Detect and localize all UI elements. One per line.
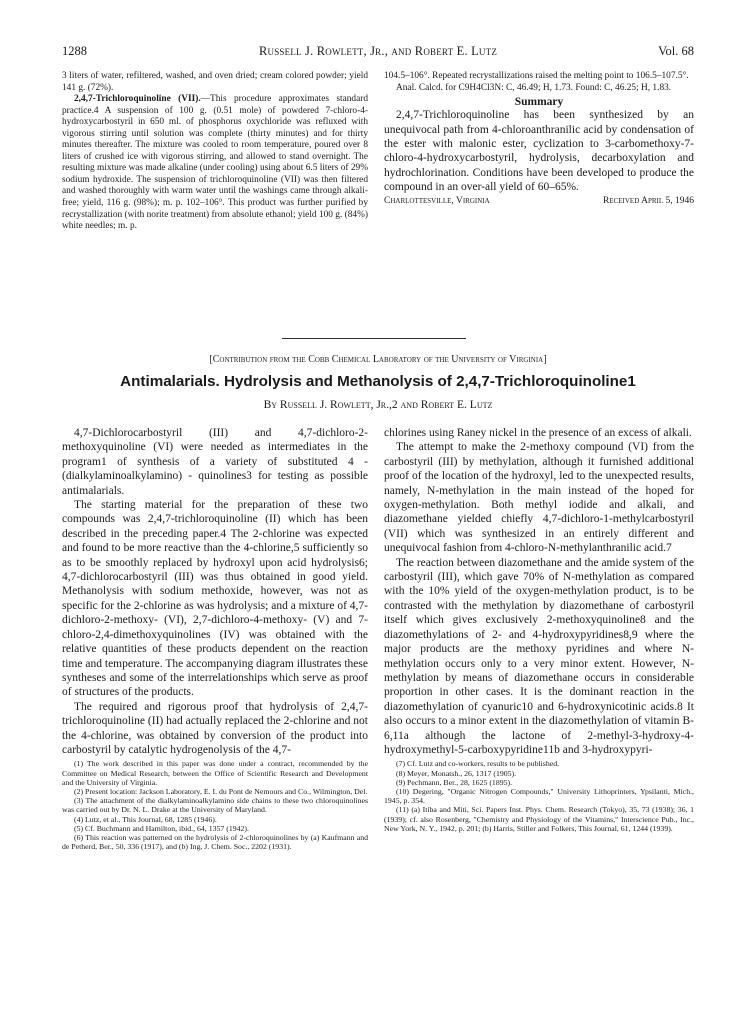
prev-paragraph-2-heading: 2,4,7-Trichloroquinoline (VII). <box>74 94 201 105</box>
article-right-column <box>384 426 694 833</box>
running-header <box>62 44 694 60</box>
footnote: (2) Present location: Jackson Laboratory, E. I. du Pont de Nemours and Co., Wilmington, Del. <box>74 786 368 796</box>
article-divider <box>282 338 466 339</box>
prev-article-left-column <box>62 71 368 233</box>
body-paragraph: The starting material for the preparation of these two compounds was 2,4,7-trichloroquinoline (II) which has been described in the preceding paper.4 The 2-chlorine was expected and found to be more reactive than the 4-chlorine,5 sufficiently so as to be smoothly replaced by hydroxyl upon acid hydrolysis6; 4,7-dichlorocarbostyril (III) was thus obtained in good yield. Methanolysis with sodium methoxide, however, was not as specific for the 2-chlorine as was hydrolysis; and a mixture of 4,7-dichloro-2-methoxy- (VI), 2,7-dichloro-4-methoxy- (V) and 7-chloro-2,4-dimethoxyquinolines (IV) was obtained with the relative quantities of these products dependent on the reaction time and temperature. The accompanying diagram illustrates these syntheses and some of the interrelationships which serve as proof of structures of the products. <box>62 499 368 699</box>
footnote: (1) The work described in this paper was done under a contract, recommended by the Committee on Medical Research, between the Office of Scientific Research and Development and the University of Virginia. <box>62 759 368 787</box>
dateline-place: Charlottesville, Virginia <box>384 195 490 206</box>
footnotes-left <box>62 759 368 851</box>
body-paragraph: The required and rigorous proof that hydrolysis of 2,4,7-trichloroquinoline (II) had actually replaced the 2-chlorine and not the 4-chlorine, was obtained by conversion of the product into carbostyril by catalytic hydrogenolysis of the 4,7- <box>62 700 368 756</box>
article-title: Antimalarials. Hydrolysis and Methanolysis of 2,4,7-Trichloroquinoline1 <box>120 373 636 390</box>
footnote: (8) Meyer, Monatsh., 26, 1317 (1905). <box>396 768 517 778</box>
contribution-line: [Contribution from the Cobb Chemical Laboratory of the University of Virginia] <box>209 354 547 365</box>
prev-paragraph-1: 3 liters of water, refiltered, washed, and oven dried; cream colored powder; yield 141 g. (72%). <box>62 71 368 93</box>
running-title: Russell J. Rowlett, Jr., and Robert E. Lutz <box>258 44 498 58</box>
prev-paragraph-2 <box>62 94 368 233</box>
footnote: (7) Cf. Lutz and co-workers, results to be published. <box>396 759 560 769</box>
body-paragraph: The reaction between diazomethane and the amide system of the carbostyril (III), which gave 70% of N-methylation as compared with the 10% yield of the oxygen-methylation product, is to be contrasted with the methylation by diazomethane of carbostyril itself which gives exclusively 2-methoxyquinoline8 and the diazomethylations of 2- and 4-hydroxypyridines8,9 where the major products are the methoxy pyridines and where N-methylation occurs only to a very minor extent. However, N-methylation by means of diazomethane occurs in considerable proportion in other cases. It is the dominant reaction in the diazomethylation of cyanuric10 and 6-hydroxynicotinic acids.8 It also occurs to a minor extent in the diazomethylation of vitamin B-6,11a although the lactone of 2-methyl-3-hydroxy-4-hydroxymethyl-5-carboxypyridine11b and 3-hydroxypyri- <box>384 556 694 756</box>
footnote: (11) (a) Itiba and Miti, Sci. Papers Inst. Phys. Chem. Research (Tokyo), 35, 73 (1938); 36, 1 (1939); cf. also Rosenberg, "Chemistry and Physiology of the Vitamins," Interscience Pub., Inc., New York, N. Y., 1942, p. 201; (b) Harris, Stiller and Folkers, This Journal, 61, 1244 (1939). <box>384 805 694 833</box>
volume-label: Vol. 68 <box>658 44 694 58</box>
page-number: 1288 <box>62 44 87 58</box>
body-paragraph: The attempt to make the 2-methoxy compound (VI) from the carbostyril (III) by methylation, although it furnished additional proof of the location of the hydroxyl, led to the unexpected results, namely, N-methylation in the main instead of the hoped for oxygen-methylation. Both methyl iodide and alkali, and diazomethane yielded chiefly 4,7-dichloro-1-methylcarbostyril (VII) which was synthesized in an entirely different and unequivocal fashion from 4-chloro-N-methylanthranilic acid.7 <box>384 441 694 555</box>
footnote: (4) Lutz, et al., This Journal, 68, 1285 (1946). <box>74 814 217 824</box>
analysis-line: Anal. Calcd. for C9H4Cl3N: C, 46.49; H, 1.73. Found: C, 46.25; H, 1.83. <box>396 82 672 93</box>
prev-article-right-column <box>384 71 694 206</box>
body-paragraph: 4,7-Dichlorocarbostyril (III) and 4,7-dichloro-2-methoxyquinoline (VI) were needed as intermediates in the program1 of synthesis of a variety of substituted 4 - (dialkylaminoalkylamino) - quinolines3 for testing as possible antimalarials. <box>62 427 368 497</box>
footnote: (9) Pechmann, Ber., 28, 1625 (1895). <box>396 777 513 787</box>
footnote: (3) The attachment of the dialkylaminoalkylamino side chains to these two chloroquinolines was carried out by Dr. N. L. Drake at the University of Maryland. <box>62 796 368 815</box>
summary-heading: Summary <box>514 96 564 109</box>
prev-paragraph-2-body: —This procedure approximates standard practice.4 A suspension of 100 g. (0.51 mole) of powdered 7-chloro-4-hydroxycarbostyril in 650 ml. of phosphorus oxychloride was refluxed with vigorous stirring until solution was complete (thirty minutes) and for thirty minutes thereafter. The mixture was cooled to room temperature, poured over 8 liters of crushed ice with vigorous stirring, and allowed to stand overnight. The resulting mixture was made alkaline (under cooling) using about 6.5 liters of 29% sodium hydroxide. The suspension of trichloroquinoline (VII) was then filtered and washed thoroughly with warm water until the washings came through alkali-free; yield, 116 g. (98%); m. p. 102–106°. This product was further purified by recrystallization (with norite treatment) from absolute ethanol; yield 100 g. (84%) white needles; m. p. <box>62 94 369 232</box>
summary-text: 2,4,7-Trichloroquinoline has been synthesized by an unequivocal path from 4-chloroanthranilic acid by condensation of the ester with malonic ester, cyclization to 3-carbomethoxy-7-chloro-4-hydroxycarbostyril, hydrolysis, decarboxylation and hydrochlorination. Conditions have been developed to produce the compound in an over-all yield of 60–65%. <box>384 109 694 194</box>
footnotes-right <box>384 759 694 833</box>
footnote: (6) This reaction was patterned on the hydrolysis of 2-chloroquinolines by (a) Kaufmann and de Petherd, Ber., 50, 336 (1917), and (b) Ing, J. Chem. Soc., 2202 (1931). <box>62 832 368 852</box>
dateline <box>384 196 694 206</box>
dateline-received: Received April 5, 1946 <box>602 195 694 206</box>
article-byline: By Russell J. Rowlett, Jr.,2 and Robert E. Lutz <box>263 399 493 411</box>
footnote: (10) Degering, "Organic Nitrogen Compounds," University Lithoprinters, Ypsilanti, Mich., 1945, p. 354. <box>384 786 694 806</box>
prev-paragraph-3: 104.5–106°. Repeated recrystallizations raised the melting point to 106.5–107.5°. <box>384 71 689 81</box>
article-left-column <box>62 426 368 851</box>
footnote: (5) Cf. Buchmann and Hamilton, ibid., 64, 1357 (1942). <box>74 823 249 833</box>
body-paragraph: chlorines using Raney nickel in the presence of an excess of alkali. <box>384 427 692 439</box>
